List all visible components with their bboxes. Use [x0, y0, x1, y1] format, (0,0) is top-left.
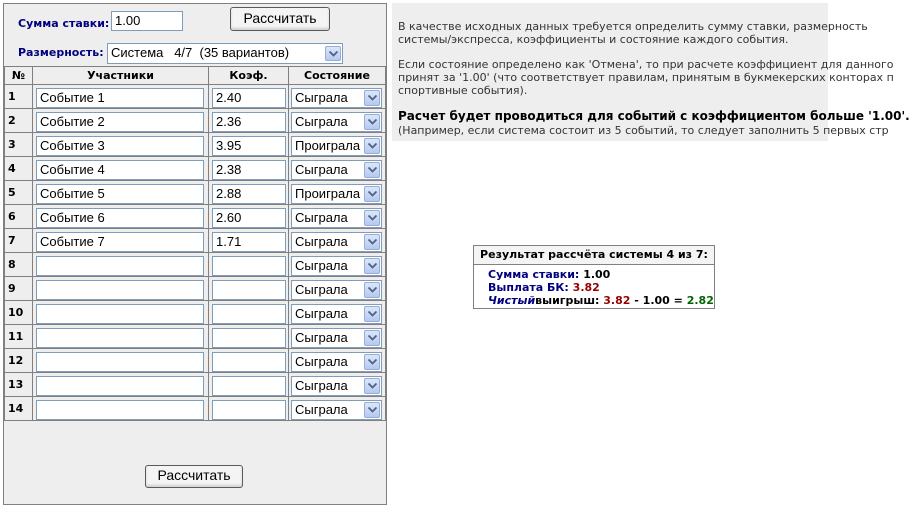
participant-cell — [33, 133, 209, 157]
table-row — [5, 373, 386, 397]
state-wrap — [289, 86, 383, 108]
state-wrap — [289, 302, 383, 324]
state-select[interactable] — [291, 232, 382, 252]
table-row — [5, 229, 386, 253]
state-cell — [289, 205, 386, 229]
calculator-form-panel — [3, 3, 387, 505]
instructions-text: принят за '1.00' (что соответствует правилам, принятым в букмекерских конторах п — [398, 71, 894, 84]
state-wrap — [289, 326, 383, 348]
state-cell — [289, 397, 386, 421]
table-row — [5, 253, 386, 277]
row-number: 8 — [5, 253, 33, 277]
coef-input[interactable]: 3.95 — [212, 136, 286, 156]
coef-input[interactable] — [212, 328, 286, 348]
state-select[interactable] — [291, 304, 382, 324]
result-stake-value: 1.00 — [583, 268, 611, 281]
state-wrap — [289, 398, 383, 420]
chevron-down-icon[interactable] — [364, 282, 380, 298]
coef-input[interactable] — [212, 304, 286, 324]
table-row — [5, 301, 386, 325]
participant-input[interactable]: Событие 3 — [36, 136, 204, 156]
calculate-button-top[interactable]: Рассчитать — [230, 7, 330, 31]
stake-input[interactable]: 1.00 — [111, 11, 183, 31]
participant-input[interactable]: Событие 1 — [36, 88, 204, 108]
system-size-select[interactable] — [107, 43, 343, 64]
header-participants: Участники — [33, 67, 209, 85]
participant-input[interactable] — [36, 352, 204, 372]
result-payout-label: Выплата БК: — [488, 281, 569, 294]
coef-cell — [209, 277, 289, 301]
header-state: Состояние — [289, 67, 386, 85]
coef-input[interactable]: 2.38 — [212, 160, 286, 180]
participant-cell — [33, 109, 209, 133]
participant-input[interactable] — [36, 376, 204, 396]
row-number: 13 — [5, 373, 33, 397]
row-number: 11 — [5, 325, 33, 349]
row-number: 12 — [5, 349, 33, 373]
state-select[interactable] — [291, 352, 382, 372]
coef-input[interactable] — [212, 256, 286, 276]
result-net-value: 2.82 — [686, 294, 714, 307]
coef-cell — [209, 325, 289, 349]
chevron-down-icon[interactable] — [364, 234, 380, 250]
row-number: 6 — [5, 205, 33, 229]
table-row — [5, 157, 386, 181]
coef-input[interactable]: 2.36 — [212, 112, 286, 132]
state-selected: Сыграла — [295, 377, 348, 393]
coef-input[interactable] — [212, 400, 286, 420]
state-select[interactable] — [291, 280, 382, 300]
state-wrap — [289, 182, 383, 204]
state-select[interactable] — [291, 400, 382, 420]
participant-input[interactable]: Событие 7 — [36, 232, 204, 252]
state-wrap — [289, 230, 383, 252]
state-wrap — [289, 374, 383, 396]
participant-input[interactable] — [36, 280, 204, 300]
state-cell — [289, 325, 386, 349]
coef-cell — [209, 229, 289, 253]
chevron-down-icon[interactable] — [364, 90, 380, 106]
stake-label: Сумма ставки: — [18, 17, 110, 30]
table-row — [5, 277, 386, 301]
instructions-text: Если состояние определено как 'Отмена', то при расчете коэффициент для данного — [398, 58, 894, 71]
table-row — [5, 397, 386, 421]
table-row — [5, 325, 386, 349]
system-size-label: Размерность: — [18, 46, 104, 59]
state-selected: Сыграла — [295, 113, 348, 129]
state-selected: Сыграла — [295, 281, 348, 297]
coef-input[interactable]: 1.71 — [212, 232, 286, 252]
coef-input[interactable] — [212, 376, 286, 396]
chevron-down-icon[interactable] — [364, 378, 380, 394]
table-row — [5, 109, 386, 133]
coef-cell — [209, 301, 289, 325]
state-selected: Сыграла — [295, 329, 348, 345]
state-selected: Сыграла — [295, 161, 348, 177]
state-cell — [289, 301, 386, 325]
coef-cell — [209, 133, 289, 157]
state-selected: Сыграла — [295, 257, 348, 273]
table-row — [5, 181, 386, 205]
result-title: Результат рассчёта системы 4 из 7: — [474, 246, 714, 265]
chevron-down-icon[interactable] — [364, 330, 380, 346]
participant-cell — [33, 157, 209, 181]
state-cell — [289, 229, 386, 253]
participant-cell — [33, 325, 209, 349]
participant-cell — [33, 181, 209, 205]
result-payout-row — [488, 281, 600, 294]
state-cell — [289, 349, 386, 373]
state-cell — [289, 181, 386, 205]
result-box — [473, 245, 715, 309]
events-table — [4, 66, 386, 421]
participant-cell — [33, 373, 209, 397]
state-cell — [289, 157, 386, 181]
instructions-text: В качестве исходных данных требуется определить сумму ставки, размерность — [398, 20, 868, 33]
participant-input[interactable]: Событие 4 — [36, 160, 204, 180]
state-wrap — [289, 110, 383, 132]
coef-cell — [209, 397, 289, 421]
result-stake-row — [488, 268, 610, 281]
chevron-down-icon[interactable] — [364, 138, 380, 154]
table-row — [5, 85, 386, 109]
coef-input[interactable] — [212, 352, 286, 372]
state-select[interactable] — [291, 160, 382, 180]
state-selected: Сыграла — [295, 209, 348, 225]
result-net-minus: - — [634, 294, 639, 307]
table-header-row — [5, 67, 386, 85]
table-row — [5, 205, 386, 229]
result-net-stake: 1.00 — [642, 294, 670, 307]
state-selected: Сыграла — [295, 353, 348, 369]
state-cell — [289, 85, 386, 109]
participant-input[interactable]: Событие 6 — [36, 208, 204, 228]
row-number: 7 — [5, 229, 33, 253]
participant-input[interactable] — [36, 328, 204, 348]
state-cell — [289, 373, 386, 397]
coef-cell — [209, 349, 289, 373]
row-number: 3 — [5, 133, 33, 157]
instructions-panel — [392, 3, 910, 141]
coef-cell — [209, 157, 289, 181]
state-cell — [289, 277, 386, 301]
coef-cell — [209, 253, 289, 277]
row-number: 10 — [5, 301, 33, 325]
header-number: № — [5, 67, 33, 85]
coef-cell — [209, 373, 289, 397]
row-number: 14 — [5, 397, 33, 421]
chevron-down-icon[interactable] — [364, 354, 380, 370]
chevron-down-icon[interactable] — [364, 162, 380, 178]
chevron-down-icon[interactable] — [364, 186, 380, 202]
state-selected: Сыграла — [295, 305, 348, 321]
row-number: 4 — [5, 157, 33, 181]
state-wrap — [289, 206, 383, 228]
coef-cell — [209, 109, 289, 133]
table-row — [5, 349, 386, 373]
state-wrap — [289, 134, 383, 156]
chevron-down-icon[interactable] — [364, 306, 380, 322]
result-payout-value: 3.82 — [572, 281, 600, 294]
state-wrap — [289, 278, 383, 300]
state-wrap — [289, 350, 383, 372]
participant-cell — [33, 301, 209, 325]
state-selected: Сыграла — [295, 401, 348, 417]
state-select[interactable] — [291, 184, 382, 204]
state-select[interactable] — [291, 88, 382, 108]
result-net-row — [488, 294, 714, 307]
coef-input[interactable]: 2.60 — [212, 208, 286, 228]
state-wrap — [289, 158, 383, 180]
state-cell — [289, 133, 386, 157]
instructions-emphasis: Расчет будет проводиться для событий с коэффициентом больше '1.00'. — [398, 109, 910, 123]
participant-input[interactable] — [36, 304, 204, 324]
participant-input[interactable] — [36, 256, 204, 276]
state-selected: Проиграла — [295, 185, 361, 201]
table-row — [5, 133, 386, 157]
result-net-label: выигрыш: — [535, 294, 600, 307]
coef-input[interactable] — [212, 280, 286, 300]
state-selected: Сыграла — [295, 233, 348, 249]
system-size-selected: Система 4/7 (35 вариантов) — [111, 45, 290, 60]
coef-input[interactable]: 2.88 — [212, 184, 286, 204]
participant-input[interactable] — [36, 400, 204, 420]
coef-cell — [209, 181, 289, 205]
state-selected: Сыграла — [295, 89, 348, 105]
row-number: 9 — [5, 277, 33, 301]
participant-input[interactable]: Событие 5 — [36, 184, 204, 204]
state-cell — [289, 253, 386, 277]
participant-cell — [33, 253, 209, 277]
state-select[interactable] — [291, 376, 382, 396]
instructions-text: спортивные события). — [398, 84, 528, 97]
result-net-payout: 3.82 — [603, 294, 631, 307]
coef-input[interactable]: 2.40 — [212, 88, 286, 108]
row-number: 2 — [5, 109, 33, 133]
participant-cell — [33, 85, 209, 109]
calculate-button-bottom[interactable]: Рассчитать — [145, 465, 243, 488]
state-select[interactable] — [291, 112, 382, 132]
participant-cell — [33, 397, 209, 421]
state-select[interactable] — [291, 136, 382, 156]
chevron-down-icon[interactable] — [325, 46, 341, 61]
participant-cell — [33, 229, 209, 253]
coef-cell — [209, 205, 289, 229]
state-wrap — [289, 254, 383, 276]
participant-input[interactable]: Событие 2 — [36, 112, 204, 132]
state-select[interactable] — [291, 208, 382, 228]
participant-cell — [33, 205, 209, 229]
result-stake-label: Сумма ставки: — [488, 268, 580, 281]
chevron-down-icon[interactable] — [364, 402, 380, 418]
header-coef: Коэф. — [209, 67, 289, 85]
result-net-label-italic: Чистый — [488, 294, 536, 307]
instructions-text: системы/экспресса, коэффициенты и состояние каждого события. — [398, 33, 789, 46]
coef-cell — [209, 85, 289, 109]
state-selected: Проиграла — [295, 137, 361, 153]
chevron-down-icon[interactable] — [364, 210, 380, 226]
result-net-equals: = — [673, 294, 683, 307]
state-select[interactable] — [291, 256, 382, 276]
row-number: 1 — [5, 85, 33, 109]
state-select[interactable] — [291, 328, 382, 348]
participant-cell — [33, 349, 209, 373]
chevron-down-icon[interactable] — [364, 258, 380, 274]
participant-cell — [33, 277, 209, 301]
row-number: 5 — [5, 181, 33, 205]
instructions-text: (Например, если система состоит из 5 событий, то следует заполнить 5 первых стр — [398, 124, 889, 137]
state-cell — [289, 109, 386, 133]
chevron-down-icon[interactable] — [364, 114, 380, 130]
